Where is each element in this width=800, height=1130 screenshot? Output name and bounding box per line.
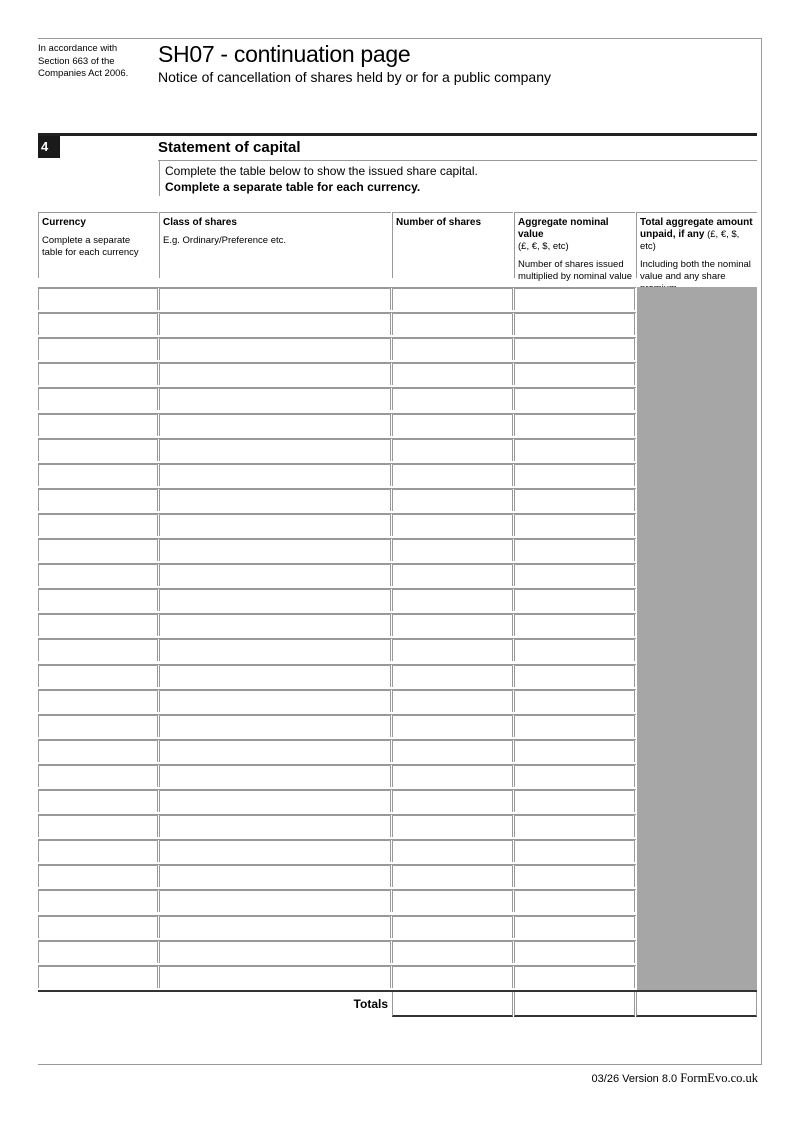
- aggregate-nominal-value-field[interactable]: [514, 388, 635, 410]
- currency-field[interactable]: [38, 439, 158, 461]
- number-of-shares-field[interactable]: [392, 865, 513, 887]
- aggregate-nominal-value-field[interactable]: [514, 514, 635, 536]
- number-of-shares-field[interactable]: [392, 815, 513, 837]
- frame-right-rule: [761, 38, 762, 1064]
- number-of-shares-field[interactable]: [392, 690, 513, 712]
- aggregate-nominal-value-field[interactable]: [514, 539, 635, 561]
- number-of-shares-field[interactable]: [392, 740, 513, 762]
- header-class-of-shares: [159, 212, 391, 278]
- number-of-shares-field[interactable]: [392, 665, 513, 687]
- class-of-shares-field[interactable]: [159, 539, 391, 561]
- number-of-shares-field[interactable]: [392, 890, 513, 912]
- number-of-shares-field[interactable]: [392, 388, 513, 410]
- currency-field[interactable]: [38, 690, 158, 712]
- class-of-shares-field[interactable]: [159, 564, 391, 586]
- number-of-shares-field[interactable]: [392, 589, 513, 611]
- currency-field[interactable]: [38, 790, 158, 812]
- currency-field[interactable]: [38, 288, 158, 310]
- legal-line: In accordance with: [38, 43, 118, 54]
- total-number-of-shares-field[interactable]: [392, 992, 513, 1017]
- section-number-badge: 4: [38, 136, 60, 158]
- class-of-shares-field[interactable]: [159, 639, 391, 661]
- currency-field[interactable]: [38, 589, 158, 611]
- currency-field[interactable]: [38, 966, 158, 988]
- number-of-shares-field[interactable]: [392, 539, 513, 561]
- number-of-shares-field[interactable]: [392, 439, 513, 461]
- currency-field[interactable]: [38, 388, 158, 410]
- header-currency: [38, 212, 158, 278]
- number-of-shares-field[interactable]: [392, 916, 513, 938]
- class-of-shares-field[interactable]: [159, 715, 391, 737]
- class-of-shares-field[interactable]: [159, 665, 391, 687]
- aggregate-nominal-value-field[interactable]: [514, 288, 635, 310]
- class-of-shares-field[interactable]: [159, 740, 391, 762]
- class-of-shares-field[interactable]: [159, 790, 391, 812]
- section-title: Statement of capital: [158, 139, 301, 156]
- currency-field[interactable]: [38, 765, 158, 787]
- header-title: Aggregate nominal value: [518, 217, 609, 240]
- aggregate-nominal-value-field[interactable]: [514, 941, 635, 963]
- header-title-line2: [640, 229, 757, 253]
- currency-field[interactable]: [38, 740, 158, 762]
- class-of-shares-field[interactable]: [159, 890, 391, 912]
- currency-field[interactable]: [38, 890, 158, 912]
- aggregate-nominal-value-field[interactable]: [514, 639, 635, 661]
- class-of-shares-field[interactable]: [159, 388, 391, 410]
- number-of-shares-field[interactable]: [392, 489, 513, 511]
- footer-version: 03/26 Version 8.0: [591, 1073, 678, 1085]
- instruction-bar: [159, 161, 160, 196]
- aggregate-nominal-value-field[interactable]: [514, 313, 635, 335]
- header-title: Currency: [42, 217, 86, 228]
- footer-brand: FormEvo.co.uk: [680, 1071, 758, 1085]
- currency-field[interactable]: [38, 916, 158, 938]
- form-title: SH07 - continuation page: [158, 41, 411, 67]
- number-of-shares-field[interactable]: [392, 363, 513, 385]
- currency-field[interactable]: [38, 338, 158, 360]
- aggregate-nominal-value-field[interactable]: [514, 690, 635, 712]
- aggregate-nominal-value-field[interactable]: [514, 840, 635, 862]
- aggregate-nominal-value-field[interactable]: [514, 765, 635, 787]
- class-of-shares-field[interactable]: [159, 765, 391, 787]
- header-title: Class of shares: [163, 217, 237, 228]
- aggregate-nominal-value-field[interactable]: [514, 439, 635, 461]
- class-of-shares-field[interactable]: [159, 363, 391, 385]
- currency-field[interactable]: [38, 464, 158, 486]
- header-note: Complete a separate: [42, 235, 131, 246]
- number-of-shares-field[interactable]: [392, 966, 513, 988]
- class-of-shares-field[interactable]: [159, 514, 391, 536]
- currency-field[interactable]: [38, 363, 158, 385]
- aggregate-nominal-value-field[interactable]: [514, 338, 635, 360]
- number-of-shares-field[interactable]: [392, 564, 513, 586]
- footer: [592, 1071, 758, 1086]
- frame-top-rule: [38, 38, 762, 39]
- class-of-shares-field[interactable]: [159, 439, 391, 461]
- number-of-shares-field[interactable]: [392, 514, 513, 536]
- currency-field[interactable]: [38, 414, 158, 436]
- total-unpaid-field[interactable]: [636, 992, 757, 1017]
- class-of-shares-field[interactable]: [159, 589, 391, 611]
- number-of-shares-field[interactable]: [392, 288, 513, 310]
- instruction-text-bold: Complete a separate table for each currency.: [165, 180, 421, 194]
- aggregate-nominal-value-field[interactable]: [514, 464, 635, 486]
- currency-field[interactable]: [38, 840, 158, 862]
- header-aggregate-nominal-value: [514, 212, 635, 282]
- class-of-shares-field[interactable]: [159, 941, 391, 963]
- number-of-shares-field[interactable]: [392, 715, 513, 737]
- aggregate-nominal-value-field[interactable]: [514, 815, 635, 837]
- frame-bottom-rule: [38, 1064, 762, 1065]
- currency-field[interactable]: [38, 815, 158, 837]
- currency-field[interactable]: [38, 614, 158, 636]
- header-number-of-shares: [392, 212, 513, 278]
- aggregate-nominal-value-field[interactable]: [514, 790, 635, 812]
- class-of-shares-field[interactable]: [159, 840, 391, 862]
- header-title: Total aggregate amount: [640, 217, 753, 228]
- class-of-shares-field[interactable]: [159, 815, 391, 837]
- aggregate-nominal-value-field[interactable]: [514, 489, 635, 511]
- aggregate-nominal-value-field[interactable]: [514, 665, 635, 687]
- header-note: value and any share: [640, 271, 726, 282]
- class-of-shares-field[interactable]: [159, 313, 391, 335]
- class-of-shares-field[interactable]: [159, 690, 391, 712]
- header-total-unpaid: [636, 212, 757, 282]
- class-of-shares-field[interactable]: [159, 614, 391, 636]
- number-of-shares-field[interactable]: [392, 765, 513, 787]
- aggregate-nominal-value-field[interactable]: [514, 916, 635, 938]
- instruction-text: Complete the table below to show the issued share capital.: [165, 164, 478, 178]
- number-of-shares-field[interactable]: [392, 338, 513, 360]
- aggregate-nominal-value-field[interactable]: [514, 589, 635, 611]
- number-of-shares-field[interactable]: [392, 464, 513, 486]
- aggregate-nominal-value-field[interactable]: [514, 564, 635, 586]
- total-aggregate-nominal-value-field[interactable]: [514, 992, 635, 1017]
- number-of-shares-field[interactable]: [392, 639, 513, 661]
- aggregate-nominal-value-field[interactable]: [514, 740, 635, 762]
- aggregate-nominal-value-field[interactable]: [514, 715, 635, 737]
- currency-field[interactable]: [38, 715, 158, 737]
- currency-field[interactable]: [38, 489, 158, 511]
- totals-label: Totals: [353, 997, 388, 1011]
- currency-field[interactable]: [38, 514, 158, 536]
- number-of-shares-field[interactable]: [392, 614, 513, 636]
- unpaid-column-shading: [637, 287, 757, 990]
- legal-reference: [38, 43, 148, 81]
- header-note: Including both the nominal: [640, 259, 751, 270]
- class-of-shares-field[interactable]: [159, 966, 391, 988]
- header-units: (£, €, $, etc): [518, 241, 569, 252]
- aggregate-nominal-value-field[interactable]: [514, 865, 635, 887]
- class-of-shares-field[interactable]: [159, 489, 391, 511]
- legal-line: Section 663 of the: [38, 55, 115, 67]
- number-of-shares-field[interactable]: [392, 414, 513, 436]
- header-note: Number of shares issued: [518, 259, 624, 270]
- form-subtitle: Notice of cancellation of shares held by or for a public company: [158, 69, 551, 85]
- class-of-shares-field[interactable]: [159, 288, 391, 310]
- currency-field[interactable]: [38, 539, 158, 561]
- class-of-shares-field[interactable]: [159, 916, 391, 938]
- header-title: Number of shares: [396, 217, 482, 228]
- currency-field[interactable]: [38, 639, 158, 661]
- section-divider: [158, 160, 757, 161]
- currency-field[interactable]: [38, 665, 158, 687]
- number-of-shares-field[interactable]: [392, 313, 513, 335]
- aggregate-nominal-value-field[interactable]: [514, 614, 635, 636]
- legal-line: Companies Act 2006.: [38, 68, 129, 79]
- aggregate-nominal-value-field[interactable]: [514, 890, 635, 912]
- class-of-shares-field[interactable]: [159, 865, 391, 887]
- currency-field[interactable]: [38, 564, 158, 586]
- aggregate-nominal-value-field[interactable]: [514, 363, 635, 385]
- header-note: table for each currency: [42, 247, 139, 258]
- aggregate-nominal-value-field[interactable]: [514, 966, 635, 988]
- number-of-shares-field[interactable]: [392, 840, 513, 862]
- class-of-shares-field[interactable]: [159, 338, 391, 360]
- number-of-shares-field[interactable]: [392, 941, 513, 963]
- currency-field[interactable]: [38, 313, 158, 335]
- section-rule: [38, 133, 757, 136]
- header-title: unpaid, if any: [640, 229, 705, 240]
- aggregate-nominal-value-field[interactable]: [514, 414, 635, 436]
- class-of-shares-field[interactable]: [159, 464, 391, 486]
- class-of-shares-field[interactable]: [159, 414, 391, 436]
- currency-field[interactable]: [38, 941, 158, 963]
- header-note: multiplied by nominal value: [518, 271, 633, 282]
- header-note: E.g. Ordinary/Preference etc.: [163, 235, 287, 246]
- currency-field[interactable]: [38, 865, 158, 887]
- header-units: (£, €, $, etc): [640, 229, 740, 252]
- number-of-shares-field[interactable]: [392, 790, 513, 812]
